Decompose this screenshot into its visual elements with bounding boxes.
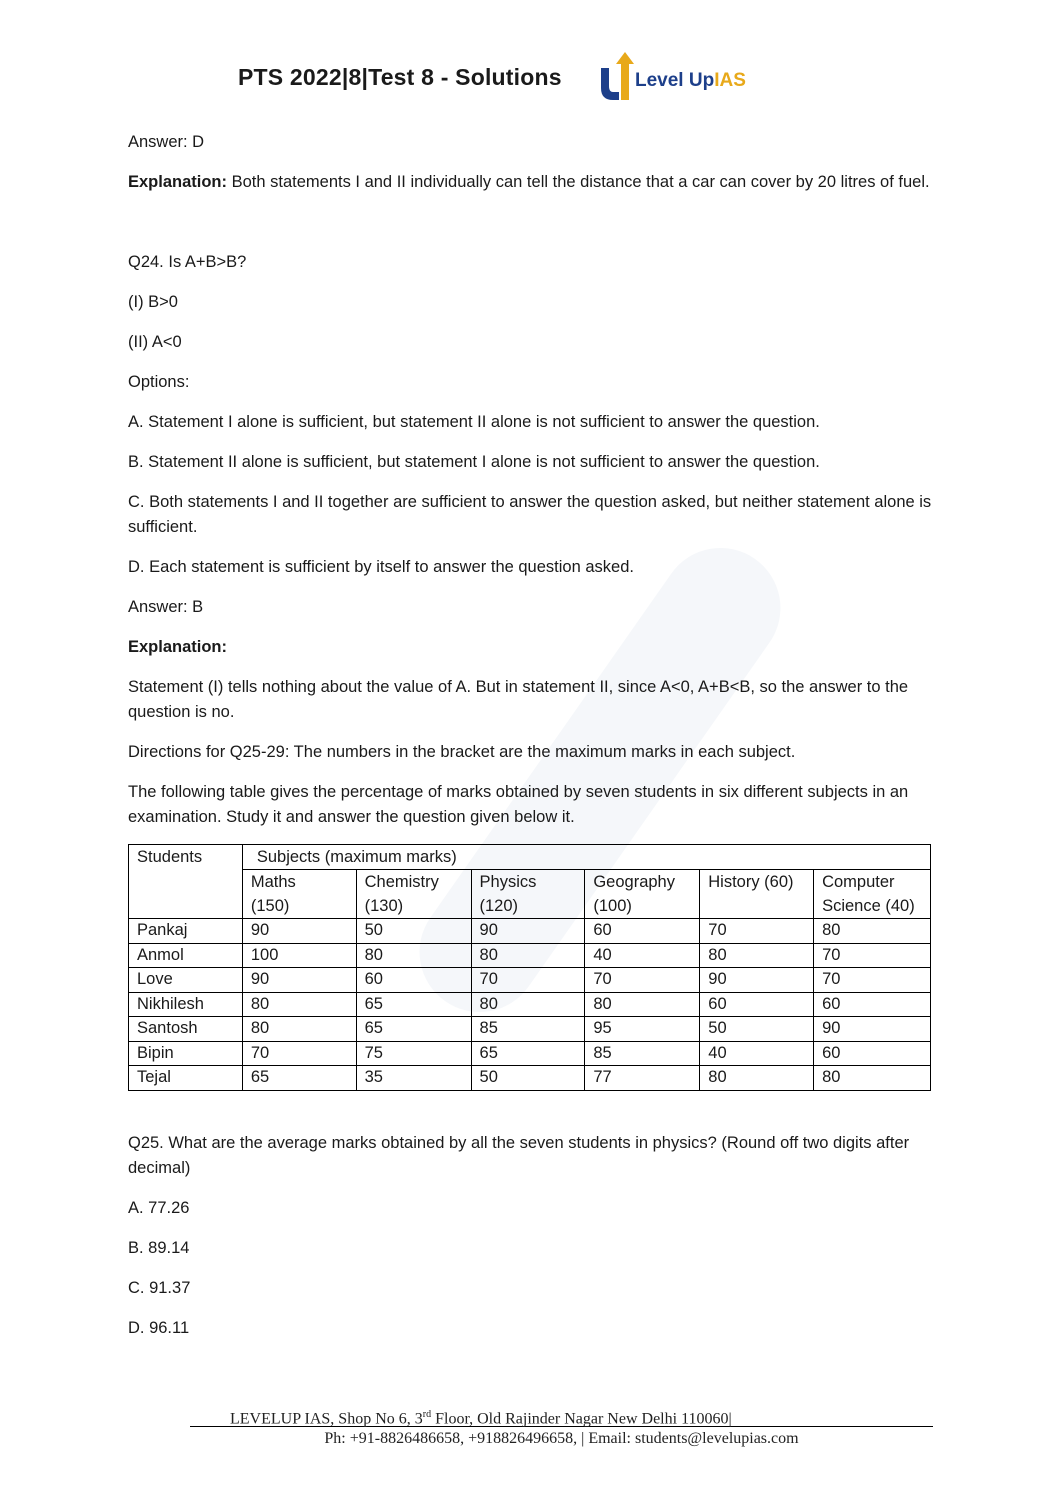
table-cell: 90 [814,1017,931,1042]
q24-option-d: D. Each statement is sufficient by itself to answer the question asked. [128,558,634,576]
q24-statement-1: (I) B>0 [128,293,178,311]
table-cell: 60 [700,992,814,1017]
student-name: Love [129,968,243,993]
subjects-header: Subjects (maximum marks) [242,845,930,870]
table-cell: 100 [242,943,356,968]
table-cell: 50 [471,1066,585,1091]
q24-option-a: A. Statement I alone is sufficient, but statement II alone is not sufficient to answer the question. [128,413,820,431]
explanation-text: Both statements I and II individually can tell the distance that a car can cover by 20 litres of fuel. [227,173,930,191]
student-name: Bipin [129,1041,243,1066]
table-row [129,943,931,968]
table-cell: 60 [585,919,700,944]
logo-u-arrow-icon [597,52,637,102]
subject-header: History (60) [700,870,814,919]
table-cell: 50 [700,1017,814,1042]
student-name: Pankaj [129,919,243,944]
subject-header: Chemistry (130) [356,870,471,919]
level-up-ias-logo [597,58,767,104]
table-cell: 65 [356,1017,471,1042]
table-cell: 80 [814,919,931,944]
page-footer [190,1404,933,1451]
q24-answer: Answer: B [128,598,204,616]
footer-address: LEVELUP IAS, Shop No 6, 3rd Floor, Old Rajinder Nagar New Delhi 110060| [190,1404,933,1427]
footer-contact: Ph: +91-8826486658, +918826496658, | Email: students@levelupias.com [324,1430,799,1447]
table-header-row [129,845,931,870]
table-cell: 90 [242,968,356,993]
table-cell: 70 [814,968,931,993]
table-cell: 35 [356,1066,471,1091]
q25-option-d: D. 96.11 [128,1318,190,1337]
q25-question: Q25. What are the average marks obtained by all the seven students in physics? (Round off two digits after decimal) [128,1133,910,1177]
students-header: Students [129,845,243,919]
q25-option-c: C. 91.37 [128,1278,191,1297]
table-cell: 65 [356,992,471,1017]
previous-explanation [128,170,933,195]
directions-line-1: Directions for Q25-29: The numbers in the bracket are the maximum marks in each subject. [128,743,796,761]
explanation-label: Explanation: [128,173,228,191]
marks-table [128,844,931,1091]
page-content [128,130,933,1356]
table-cell: 70 [814,943,931,968]
q24-explanation-label: Explanation: [128,638,228,656]
subject-header: Geography (100) [585,870,700,919]
document-title: PTS 2022|8|Test 8 - Solutions [238,64,562,90]
table-cell: 70 [700,919,814,944]
table-row [129,1017,931,1042]
table-cell: 75 [356,1041,471,1066]
table-cell: 40 [700,1041,814,1066]
subject-header: Computer Science (40) [814,870,931,919]
student-name: Nikhilesh [129,992,243,1017]
table-cell: 85 [585,1041,700,1066]
table-cell: 80 [356,943,471,968]
table-cell: 50 [356,919,471,944]
q24-explanation-text: Statement (I) tells nothing about the value of A. But in statement II, since A<0, A+B<B, so the answer to the question is no. [128,678,909,721]
student-name: Tejal [129,1066,243,1091]
directions-line-2: The following table gives the percentage of marks obtained by seven students in six different subjects in an examination. Study it and answer the question given below it. [128,783,909,826]
table-cell: 80 [814,1066,931,1091]
table-cell: 60 [814,992,931,1017]
table-cell: 70 [242,1041,356,1066]
q25-option-a: A. 77.26 [128,1198,190,1217]
q24-statement-2: (II) A<0 [128,333,182,351]
table-cell: 60 [356,968,471,993]
table-row [129,919,931,944]
table-cell: 90 [700,968,814,993]
table-cell: 90 [242,919,356,944]
subject-header: Maths (150) [242,870,356,919]
table-cell: 65 [242,1066,356,1091]
table-cell: 60 [814,1041,931,1066]
table-cell: 80 [585,992,700,1017]
subject-header: Physics (120) [471,870,585,919]
table-cell: 85 [471,1017,585,1042]
q24-option-b: B. Statement II alone is sufficient, but statement I alone is not sufficient to answer the question. [128,453,820,471]
q24-option-c: C. Both statements I and II together are sufficient to answer the question asked, but neither statement alone is sufficient. [128,493,932,536]
table-row [129,968,931,993]
table-cell: 80 [242,992,356,1017]
table-cell: 80 [242,1017,356,1042]
table-cell: 80 [700,943,814,968]
q25-option-b: B. 89.14 [128,1238,190,1257]
table-row [129,992,931,1017]
previous-answer: Answer: D [128,133,205,151]
table-subject-row [129,870,931,919]
table-cell: 70 [471,968,585,993]
table-cell: 80 [700,1066,814,1091]
student-name: Anmol [129,943,243,968]
table-row [129,1041,931,1066]
q24-question: Q24. Is A+B>B? [128,253,247,271]
table-cell: 65 [471,1041,585,1066]
q24-options-label: Options: [128,373,190,391]
table-cell: 90 [471,919,585,944]
logo-text: Level UpIAS [635,70,746,91]
table-cell: 80 [471,943,585,968]
table-cell: 40 [585,943,700,968]
table-cell: 70 [585,968,700,993]
table-cell: 95 [585,1017,700,1042]
table-cell: 80 [471,992,585,1017]
student-name: Santosh [129,1017,243,1042]
table-cell: 77 [585,1066,700,1091]
page-header [0,58,1058,108]
table-row [129,1066,931,1091]
